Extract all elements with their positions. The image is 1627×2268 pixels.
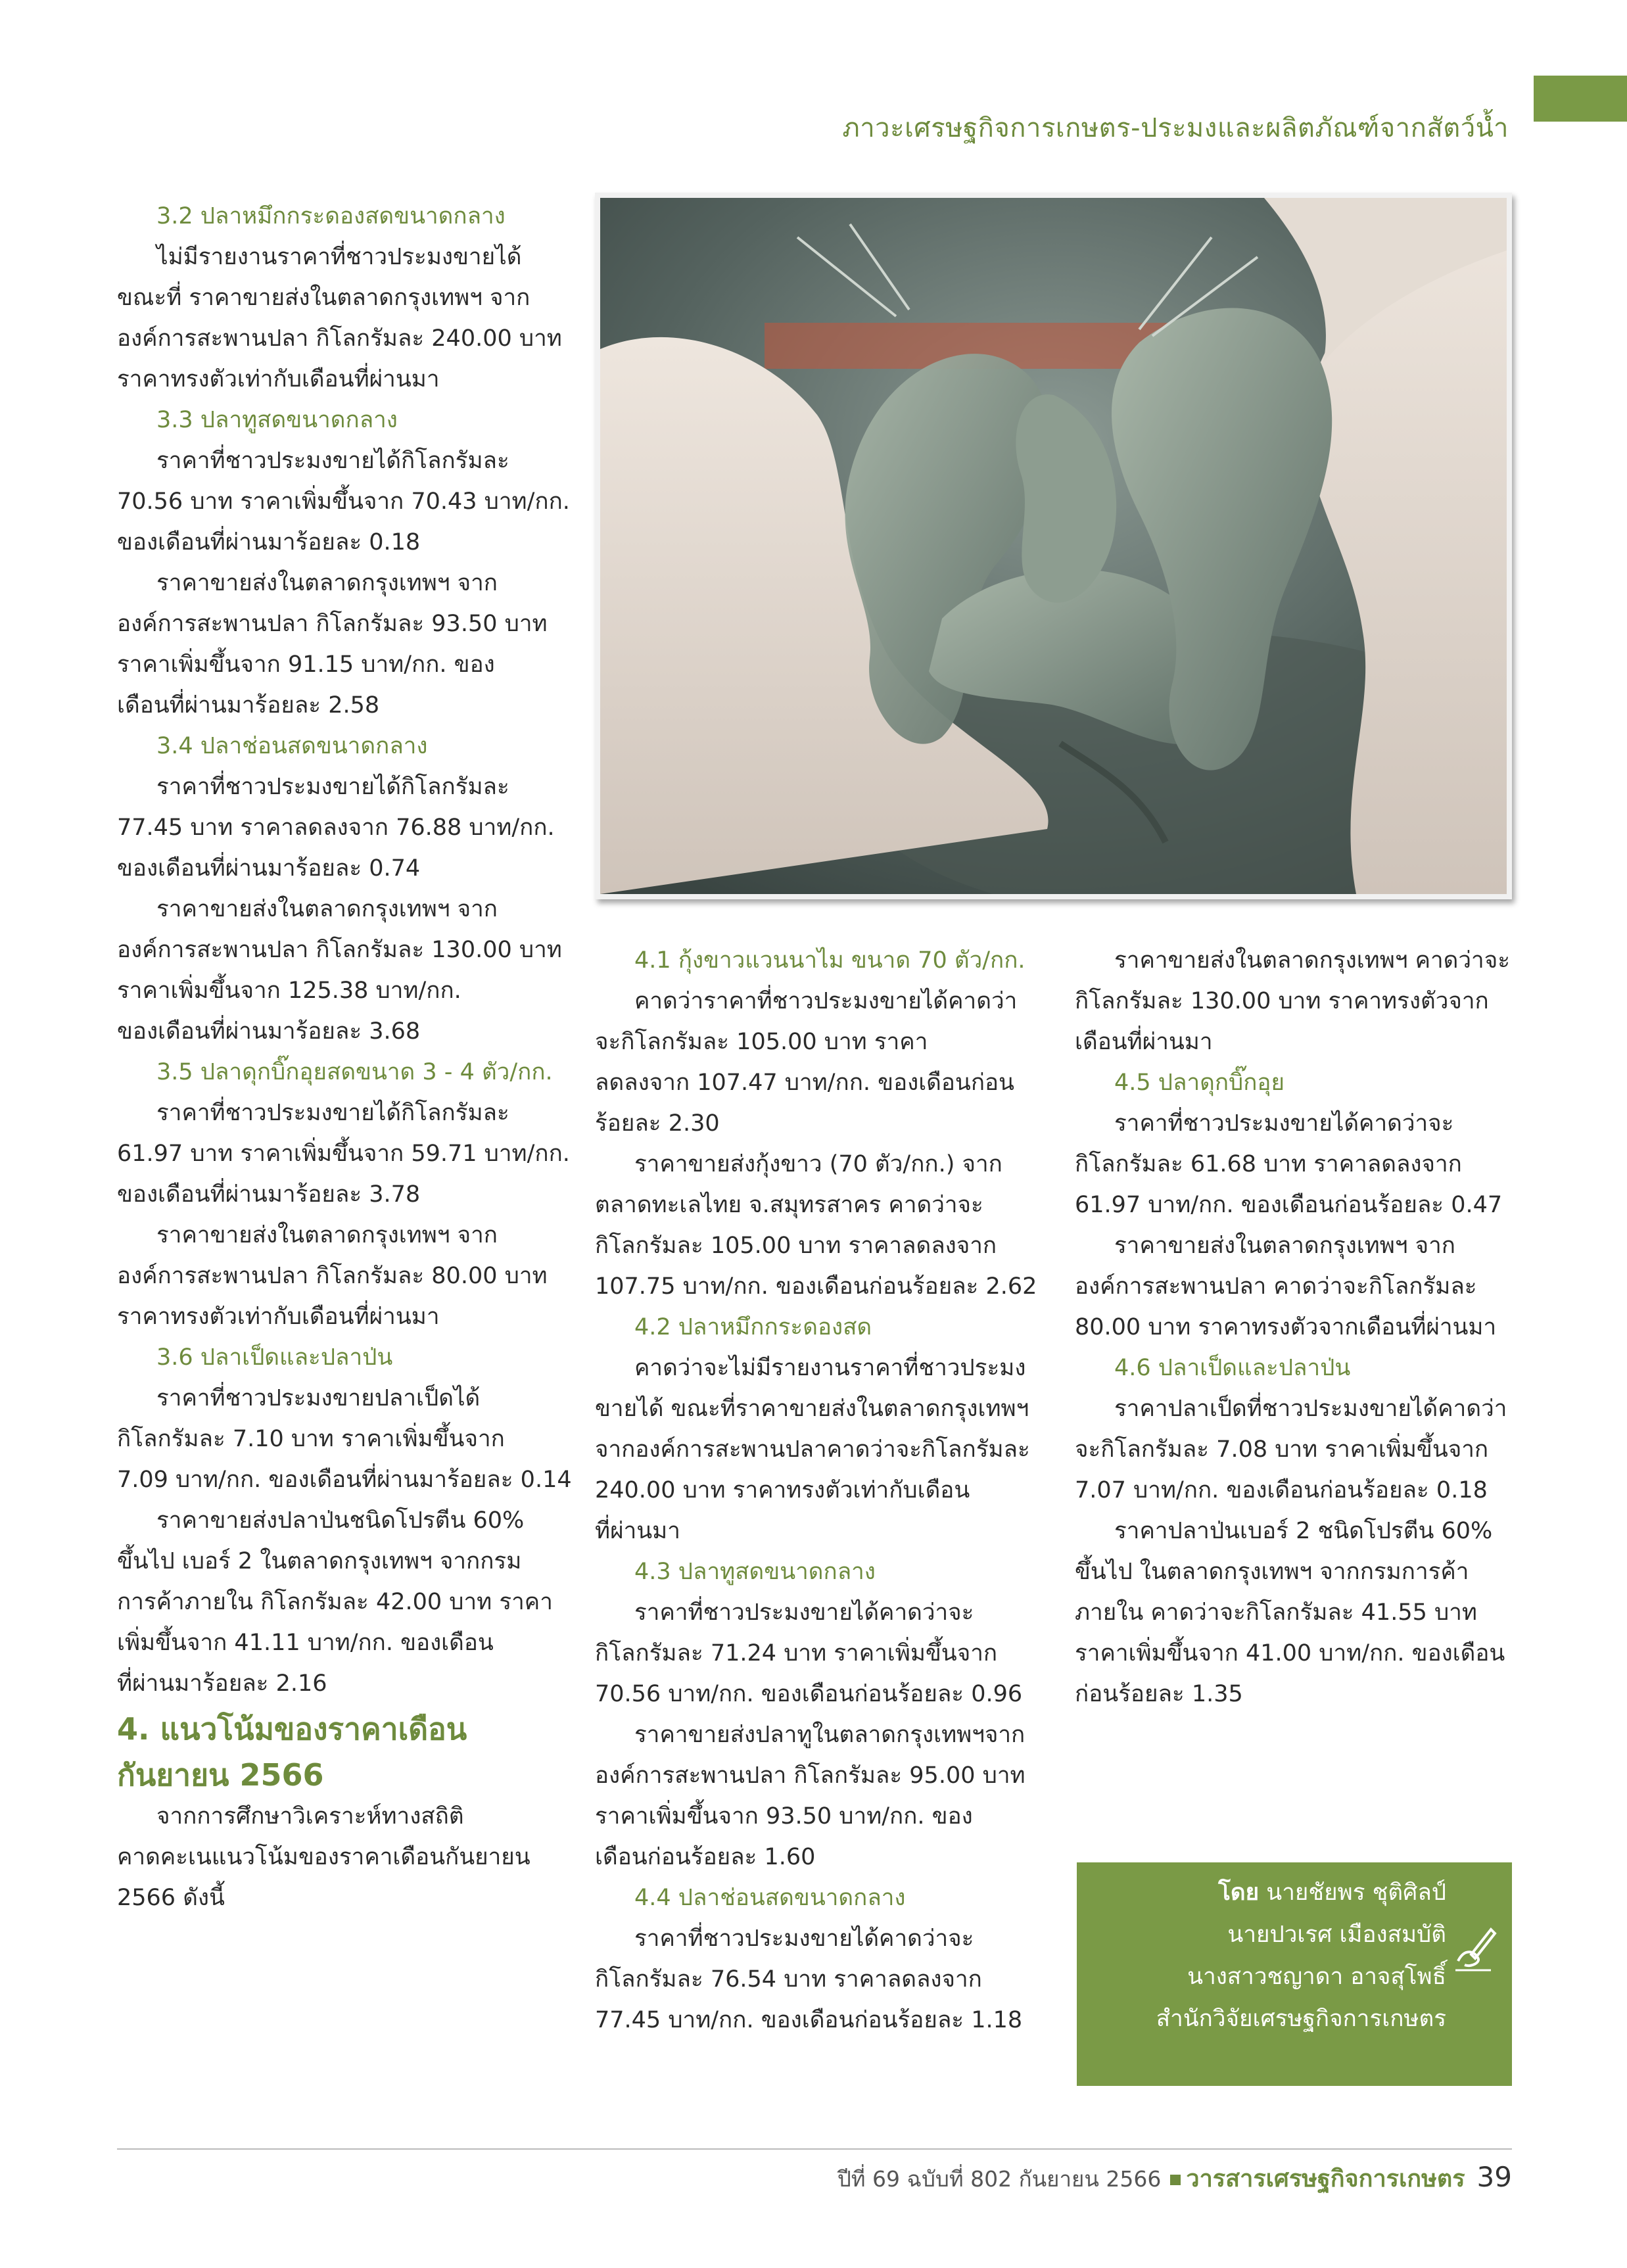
author-name: นางสาวชญาดา อาจสุโพธิ์ xyxy=(1187,1964,1446,1990)
text-line: องค์การสะพานปลา กิโลกรัมละ 93.50 บาท xyxy=(117,611,548,637)
text-line: ราคาทรงตัวเท่ากับเดือนที่ผ่านมา xyxy=(117,1304,440,1330)
text-line: กิโลกรัมละ 130.00 บาท ราคาทรงตัวจาก xyxy=(1075,988,1489,1014)
text-line: ขณะที่ ราคาขายส่งในตลาดกรุงเทพฯ จาก xyxy=(117,285,531,311)
shrimp-photo xyxy=(595,193,1512,899)
text-line: 61.97 บาท/กก. ของเดือนก่อนร้อยละ 0.47 xyxy=(1075,1192,1503,1218)
footer-rule xyxy=(117,2148,1512,2150)
pen-writing-icon xyxy=(1451,1922,1497,1974)
text-line: กิโลกรัมละ 7.10 บาท ราคาเพิ่มขึ้นจาก xyxy=(117,1426,505,1452)
text-line: ของเดือนที่ผ่านมาร้อยละ 3.78 xyxy=(117,1181,421,1208)
text-line: ที่ผ่านมาร้อยละ 2.16 xyxy=(117,1670,327,1697)
text-line: ก่อนร้อยละ 1.35 xyxy=(1075,1681,1243,1707)
heading-4-4: 4.4 ปลาช่อนสดขนาดกลาง xyxy=(634,1885,906,1911)
text-line: กิโลกรัมละ 71.24 บาท ราคาเพิ่มขึ้นจาก xyxy=(595,1640,998,1666)
text-line: ราคาปลาป่นเบอร์ 2 ชนิดโปรตีน 60% xyxy=(1114,1518,1493,1544)
section-4-heading: 4. แนวโน้มของราคาเดือน xyxy=(117,1711,467,1747)
text-line: ราคาที่ชาวประมงขายได้คาดว่าจะ xyxy=(634,1925,974,1952)
text-line: คาดว่าราคาที่ชาวประมงขายได้คาดว่า xyxy=(634,988,1018,1014)
text-line: 7.09 บาท/กก. ของเดือนที่ผ่านมาร้อยละ 0.14 xyxy=(117,1467,572,1493)
heading-4-1: 4.1 กุ้งขาวแวนนาไม ขนาด 70 ตัว/กก. xyxy=(634,947,1026,974)
text-line: ราคาขายส่งในตลาดกรุงเทพฯ จาก xyxy=(156,896,498,922)
text-line: ขึ้นไป เบอร์ 2 ในตลาดกรุงเทพฯ จากกรม xyxy=(117,1548,522,1574)
running-header: ภาวะเศรษฐกิจการเกษตร-ประมงและผลิตภัณฑ์จากสัตว์น้ำ xyxy=(842,113,1509,143)
text-line: เพิ่มขึ้นจาก 41.11 บาท/กก. ของเดือน xyxy=(117,1630,494,1656)
author-name: นายปวเรศ เมืองสมบัติ xyxy=(1227,1922,1446,1948)
text-line: ราคาที่ชาวประมงขายได้คาดว่าจะ xyxy=(634,1599,974,1626)
text-line: จากองค์การสะพานปลาคาดว่าจะกิโลกรัมละ xyxy=(595,1436,1030,1463)
text-line: ราคาที่ชาวประมงขายปลาเป็ดได้ xyxy=(156,1385,481,1411)
text-line: 240.00 บาท ราคาทรงตัวเท่ากับเดือน xyxy=(595,1477,970,1503)
text-line: กิโลกรัมละ 61.68 บาท ราคาลดลงจาก xyxy=(1075,1151,1462,1177)
text-line: ราคาขายส่งปลาป่นชนิดโปรตีน 60% xyxy=(156,1507,525,1534)
text-line: ราคาทรงตัวเท่ากับเดือนที่ผ่านมา xyxy=(117,366,440,392)
text-line: องค์การสะพานปลา กิโลกรัมละ 80.00 บาท xyxy=(117,1263,548,1289)
text-line: ราคาขายส่งปลาทูในตลาดกรุงเทพฯจาก xyxy=(634,1722,1026,1748)
footer xyxy=(837,2160,1512,2197)
journal-name: วารสารเศรษฐกิจการเกษตร xyxy=(1186,2165,1465,2192)
text-line: 70.56 บาท/กก. ของเดือนก่อนร้อยละ 0.96 xyxy=(595,1681,1023,1707)
heading-4-6: 4.6 ปลาเป็ดและปลาป่น xyxy=(1114,1355,1351,1381)
author-box xyxy=(1077,1862,1512,2086)
text-line: เดือนก่อนร้อยละ 1.60 xyxy=(595,1844,816,1870)
text-line: ราคาขายส่งในตลาดกรุงเทพฯ จาก xyxy=(156,1222,498,1248)
author-line xyxy=(1077,1872,1446,1914)
text-line: 70.56 บาท ราคาเพิ่มขึ้นจาก 70.43 บาท/กก. xyxy=(117,488,570,515)
text-line: การค้าภายใน กิโลกรัมละ 42.00 บาท ราคา xyxy=(117,1589,553,1615)
text-line: ตลาดทะเลไทย จ.สมุทรสาคร คาดว่าจะ xyxy=(595,1192,983,1218)
text-line: 2566 ดังนี้ xyxy=(117,1885,225,1911)
text-line: ราคาขายส่งกุ้งขาว (70 ตัว/กก.) จาก xyxy=(634,1151,1002,1177)
text-line: ภายใน คาดว่าจะกิโลกรัมละ 41.55 บาท xyxy=(1075,1599,1477,1626)
text-line: ราคาที่ชาวประมงขายได้กิโลกรัมละ xyxy=(156,774,509,800)
text-line: ของเดือนที่ผ่านมาร้อยละ 3.68 xyxy=(117,1018,421,1045)
text-line: กิโลกรัมละ 105.00 บาท ราคาลดลงจาก xyxy=(595,1233,997,1259)
text-line: 77.45 บาท ราคาลดลงจาก 76.88 บาท/กก. xyxy=(117,815,555,841)
text-line: ราคาขายส่งในตลาดกรุงเทพฯ จาก xyxy=(1114,1233,1455,1259)
text-line: 107.75 บาท/กก. ของเดือนก่อนร้อยละ 2.62 xyxy=(595,1273,1037,1300)
header-tab xyxy=(1534,76,1627,122)
text-line: 61.97 บาท ราคาเพิ่มขึ้นจาก 59.71 บาท/กก. xyxy=(117,1141,570,1167)
heading-3-6: 3.6 ปลาเป็ดและปลาป่น xyxy=(156,1344,393,1371)
heading-3-3: 3.3 ปลาทูสดขนาดกลาง xyxy=(156,407,398,433)
text-line: 80.00 บาท ราคาทรงตัวจากเดือนที่ผ่านมา xyxy=(1075,1314,1497,1340)
column-3 xyxy=(1075,940,1512,1714)
heading-4-5: 4.5 ปลาดุกบิ๊กอุย xyxy=(1114,1070,1285,1096)
text-line: กิโลกรัมละ 76.54 บาท ราคาลดลงจาก xyxy=(595,1966,982,1993)
heading-4-3: 4.3 ปลาทูสดขนาดกลาง xyxy=(634,1559,876,1585)
text-line: ขายได้ ขณะที่ราคาขายส่งในตลาดกรุงเทพฯ xyxy=(595,1396,1029,1422)
square-bullet-icon xyxy=(1170,2175,1181,2185)
text-line: ลดลงจาก 107.47 บาท/กก. ของเดือนก่อน xyxy=(595,1070,1014,1096)
heading-3-5: 3.5 ปลาดุกบิ๊กอุยสดขนาด 3 - 4 ตัว/กก. xyxy=(156,1059,553,1085)
text-line: ราคาเพิ่มขึ้นจาก 93.50 บาท/กก. ของ xyxy=(595,1803,973,1830)
text-line: จะกิโลกรัมละ 105.00 บาท ราคา xyxy=(595,1029,928,1055)
text-line: องค์การสะพานปลา กิโลกรัมละ 240.00 บาท xyxy=(117,325,562,352)
author-office: สำนักวิจัยเศรษฐกิจการเกษตร xyxy=(1156,2006,1446,2032)
text-line: ราคาขายส่งในตลาดกรุงเทพฯ คาดว่าจะ xyxy=(1114,947,1511,974)
text-line: 77.45 บาท/กก. ของเดือนก่อนร้อยละ 1.18 xyxy=(595,2007,1023,2033)
text-line: จากการศึกษาวิเคราะห์ทางสถิติ xyxy=(156,1803,464,1830)
text-line: คาดคะเนแนวโน้มของราคาเดือนกันยายน xyxy=(117,1844,531,1870)
text-line: คาดว่าจะไม่มีรายงานราคาที่ชาวประมง xyxy=(634,1355,1026,1381)
shrimp-illustration xyxy=(600,198,1507,894)
text-line: ราคาที่ชาวประมงขายได้กิโลกรัมละ xyxy=(156,448,509,474)
text-line: องค์การสะพานปลา กิโลกรัมละ 95.00 บาท xyxy=(595,1762,1026,1789)
text-line: ราคาที่ชาวประมงขายได้กิโลกรัมละ xyxy=(156,1100,509,1126)
text-line: เดือนที่ผ่านมา xyxy=(1075,1029,1213,1055)
text-line: ราคาที่ชาวประมงขายได้คาดว่าจะ xyxy=(1114,1110,1454,1137)
column-2 xyxy=(595,940,1037,2041)
heading-3-2: 3.2 ปลาหมึกกระดองสดขนาดกลาง xyxy=(156,203,506,229)
text-line: ของเดือนที่ผ่านมาร้อยละ 0.18 xyxy=(117,529,421,555)
by-label: โดย xyxy=(1218,1879,1260,1906)
text-line: ราคาปลาเป็ดที่ชาวประมงขายได้คาดว่า xyxy=(1114,1396,1507,1422)
text-line: จะกิโลกรัมละ 7.08 บาท ราคาเพิ่มขึ้นจาก xyxy=(1075,1436,1489,1463)
text-line: องค์การสะพานปลา กิโลกรัมละ 130.00 บาท xyxy=(117,937,562,963)
text-line: ราคาขายส่งในตลาดกรุงเทพฯ จาก xyxy=(156,570,498,596)
text-line: เดือนที่ผ่านมาร้อยละ 2.58 xyxy=(117,692,380,719)
text-line: 7.07 บาท/กก. ของเดือนก่อนร้อยละ 0.18 xyxy=(1075,1477,1488,1503)
text-line: ราคาเพิ่มขึ้นจาก 41.00 บาท/กก. ของเดือน xyxy=(1075,1640,1505,1666)
column-1 xyxy=(117,196,572,1918)
heading-4-2: 4.2 ปลาหมึกกระดองสด xyxy=(634,1314,872,1340)
page-number: 39 xyxy=(1476,2161,1512,2193)
text-line: ที่ผ่านมา xyxy=(595,1518,680,1544)
text-line: ราคาเพิ่มขึ้นจาก 125.38 บาท/กก. xyxy=(117,978,461,1004)
section-4-heading: กันยายน 2566 xyxy=(117,1757,324,1793)
heading-3-4: 3.4 ปลาช่อนสดขนาดกลาง xyxy=(156,733,428,759)
author-name: นายชัยพร ชุติศิลป์ xyxy=(1266,1879,1446,1906)
text-line: ไม่มีรายงานราคาที่ชาวประมงขายได้ xyxy=(156,244,522,270)
text-line: ของเดือนที่ผ่านมาร้อยละ 0.74 xyxy=(117,855,421,882)
issue-info: ปีที่ 69 ฉบับที่ 802 กันยายน 2566 xyxy=(837,2166,1162,2192)
text-line: ราคาเพิ่มขึ้นจาก 91.15 บาท/กก. ของ xyxy=(117,651,495,678)
text-line: องค์การสะพานปลา คาดว่าจะกิโลกรัมละ xyxy=(1075,1273,1477,1300)
text-line: ขึ้นไป ในตลาดกรุงเทพฯ จากกรมการค้า xyxy=(1075,1559,1469,1585)
text-line: ร้อยละ 2.30 xyxy=(595,1110,720,1137)
